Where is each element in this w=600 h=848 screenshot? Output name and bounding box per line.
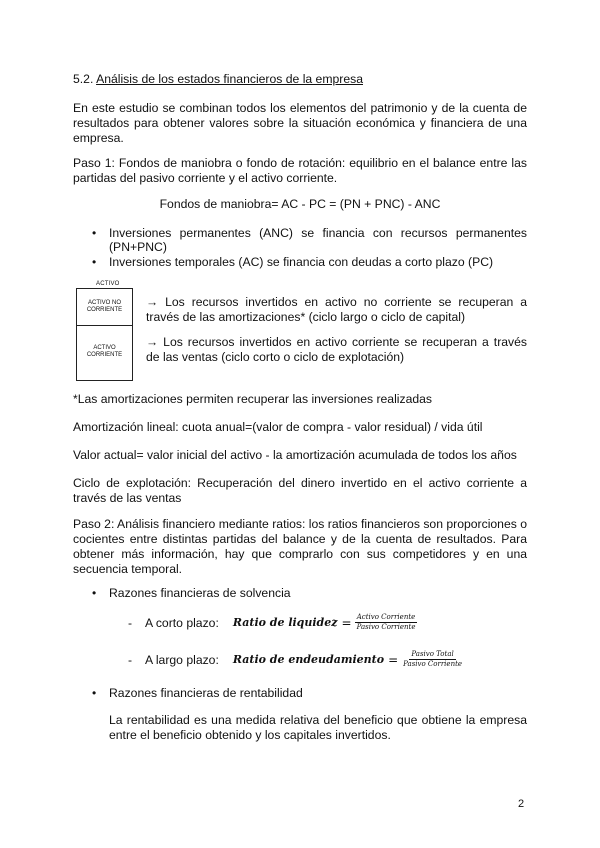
inversiones-list [92,226,527,254]
arrow-text-no-corriente: → Los recursos invertidos en activo no corriente se recuperan a través de las amortizaciones* (ciclo largo o ciclo de capital) [146,295,527,324]
list-item: • Razones financieras de solvencia [92,586,527,600]
activo-corriente-box [76,324,133,381]
solvencia-list [92,586,527,600]
list-item: • Inversiones permanentes (ANC) se financia con recursos permanentes (PN+PNC) [92,226,527,254]
activo-no-corriente-box [76,288,133,326]
section-heading [73,72,527,87]
ratio-endeudamiento-row [128,650,464,669]
valor-actual: Valor actual= valor inicial del activo - la amortización acumulada de todos los años [73,448,517,462]
dash-marker: - [128,652,133,667]
amortizaciones-note: *Las amortizaciones permiten recuperar las inversiones realizadas [73,392,433,406]
equals-sign: = [341,615,352,630]
paso1-paragraph: Paso 1: Fondos de maniobra o fondo de rotación: equilibrio en el balance entre las partidas del pasivo corriente y el activo corriente. [73,156,527,185]
list-item: • Inversiones temporales (AC) se financia con deudas a corto plazo (PC) [92,255,527,269]
ciclo-explotacion: Ciclo de explotación: Recuperación del dinero invertido en el activo corriente a través de las ventas [73,476,527,505]
dash-marker: - [128,615,133,630]
fraction-denominator: Pasivo Corriente [356,623,416,631]
largo-plazo-label: A largo plazo: [145,652,219,667]
fraction-numerator: Activo Corriente [356,613,416,621]
rentabilidad-paragraph: La rentabilidad es una medida relativa del beneficio que obtiene la empresa entre el beneficio obtenido y los capitales invertidos. [109,713,527,742]
activo-no-corriente-label: ACTIVO NO CORRIENTE [86,300,123,313]
activo-diagram-label: ACTIVO [96,281,120,287]
section-number: 5.2. [73,72,94,86]
arrow-text-corriente: → Los recursos invertidos en activo corriente se recuperan a través de las ventas (ciclo corto o ciclo de explotación) [146,335,527,364]
inversiones-list-2 [92,255,527,269]
corto-plazo-label: A corto plazo: [145,615,219,630]
fraction-denominator: Pasivo Corriente [403,660,463,668]
ratio-liquidez-fraction [355,613,418,632]
equals-sign: = [388,652,399,667]
activo-corriente-label: ACTIVO CORRIENTE [86,345,123,358]
ratio-endeudamiento-name: Ratio de endeudamiento [232,653,385,666]
amortizacion-lineal: Amortización lineal: cuota anual=(valor de compra - valor residual) / vida útil [73,420,483,434]
fondos-maniobra-formula: Fondos de maniobra= AC - PC = (PN + PNC) - ANC [159,197,441,211]
section-title: Análisis de los estados financieros de la empresa [96,72,363,86]
fraction-numerator: Pasivo Total [411,650,454,658]
page-number: 2 [518,798,525,810]
rentabilidad-list [92,686,527,700]
ratio-liquidez-name: Ratio de liquidez [232,616,338,629]
paso2-paragraph: Paso 2: Análisis financiero mediante ratios: los ratios financieros son proporciones o cocientes entre distintas partidas del balance y de la cuenta de resultados. Para obtener más información, hay que comprarlo con sus competidores y en una secuencia temporal. [73,517,527,576]
ratio-endeudamiento-fraction [401,650,464,669]
ratio-liquidez-row [128,613,417,632]
intro-paragraph: En este estudio se combinan todos los elementos del patrimonio y de la cuenta de resultados para obtener valores sobre la situación económica y financiera de una empresa. [73,101,527,145]
list-item: • Razones financieras de rentabilidad [92,686,527,700]
